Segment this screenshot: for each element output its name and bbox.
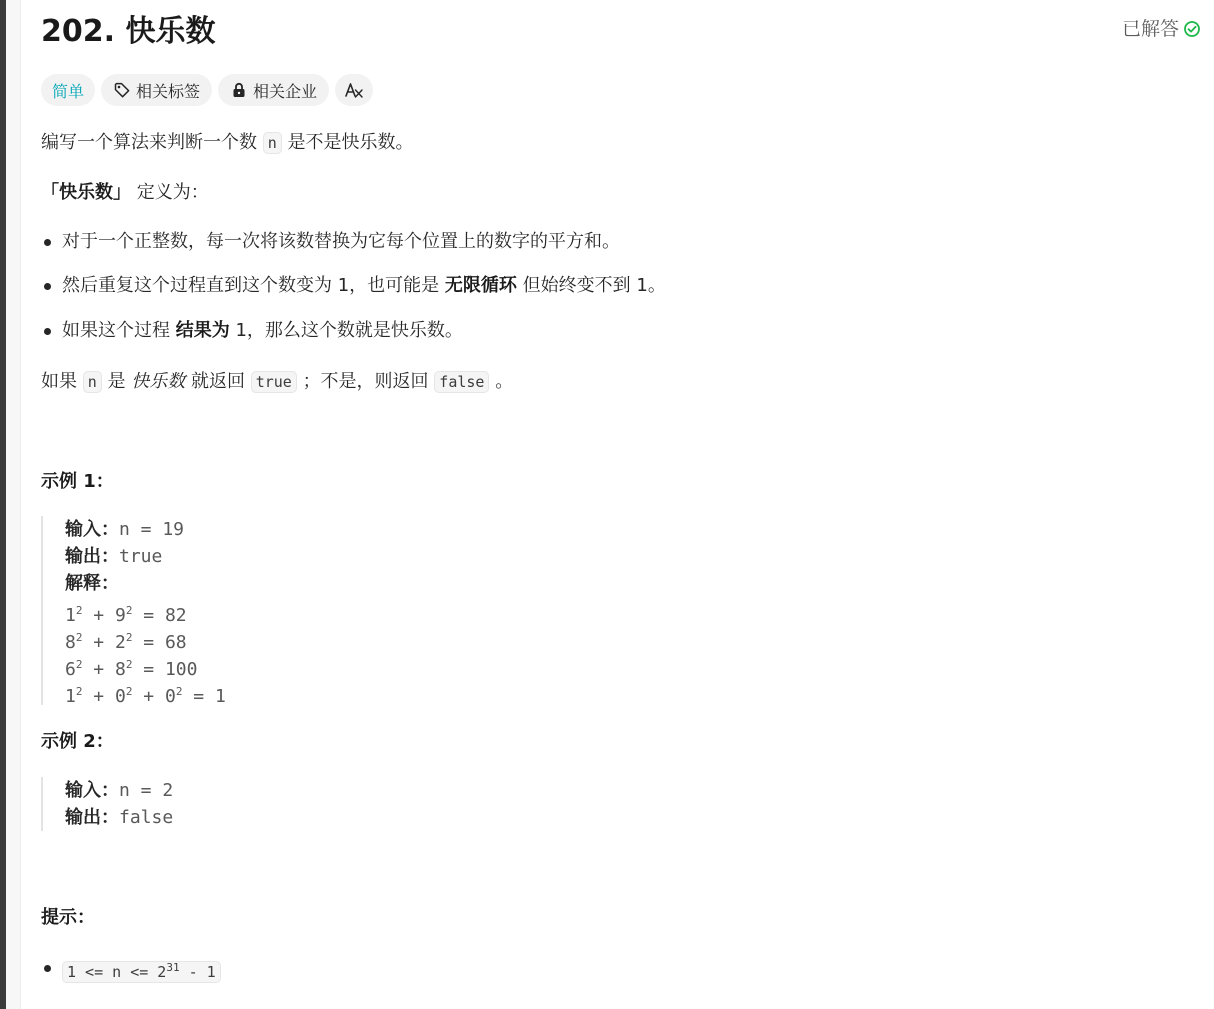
translate-icon [344, 81, 364, 99]
inline-code-true: true [251, 371, 297, 393]
example-2-input: 输入：n = 2 [65, 780, 174, 801]
example-1-output: 输出：true [65, 546, 163, 567]
example-1-title: 示例 1： [41, 471, 114, 492]
inline-code-n: n [263, 132, 282, 154]
example-1-input: 输入：n = 19 [65, 519, 185, 540]
tag-row [41, 74, 373, 106]
definition-list [41, 229, 666, 344]
lock-icon [230, 81, 248, 99]
related-companies-button[interactable] [218, 74, 329, 106]
definition-item: 对于一个正整数，每一次将该数替换为它每个位置上的数字的平方和。 [41, 229, 666, 255]
intro-paragraph: 编写一个算法来判断一个数 n 是不是快乐数。 [41, 132, 414, 153]
definition-paragraph: 「快乐数」 定义为： [41, 182, 209, 203]
explain-step: $1^2 + 0^2 + 0^2 = 1$ [65, 685, 226, 707]
related-tags-button[interactable] [101, 74, 212, 106]
return-paragraph: 如果 n 是 快乐数 就返回 true ；不是，则返回 false 。 [41, 371, 514, 392]
difficulty-badge[interactable] [41, 74, 95, 106]
definition-term: 「快乐数」 [41, 182, 131, 203]
difficulty-label: 简单 [52, 81, 85, 101]
page-title: 202. 快乐数 [41, 14, 216, 49]
translate-button[interactable] [335, 74, 373, 106]
explain-step: $8^2 + 2^2 = 68$ [65, 631, 187, 653]
constraint-item [41, 954, 221, 986]
definition-item: 如果这个过程 结果为 1，那么这个数就是快乐数。 [41, 318, 666, 344]
related-tags-label: 相关标签 [136, 81, 201, 101]
happy-number-term: 快乐数 [131, 371, 186, 392]
inline-code-n: n [83, 371, 102, 393]
example-1-block [41, 516, 226, 705]
tag-icon [113, 81, 131, 99]
constraint-code: $1 <= n <= 2^{31} - 1$ [62, 961, 221, 983]
solved-label: 已解答 [1121, 18, 1179, 40]
example-2-output: 输出：false [65, 807, 174, 828]
inline-code-false: false [434, 371, 489, 393]
definition-item: 然后重复这个过程直到这个数变为 1，也可能是 无限循环 但始终变不到 1。 [41, 273, 666, 299]
related-companies-label: 相关企业 [253, 81, 318, 101]
hints-title: 提示： [41, 907, 95, 928]
example-2-block [41, 777, 173, 831]
explain-step: $6^2 + 8^2 = 100$ [65, 658, 198, 680]
explain-step: $1^2 + 9^2 = 82$ [65, 604, 187, 626]
example-1-explain: 解释： [65, 573, 119, 594]
panel-resize-handle[interactable] [6, 0, 21, 1009]
solved-status [1122, 16, 1201, 42]
constraints-list [41, 954, 221, 986]
check-circle-icon [1183, 20, 1201, 38]
example-2-title: 示例 2： [41, 731, 114, 752]
